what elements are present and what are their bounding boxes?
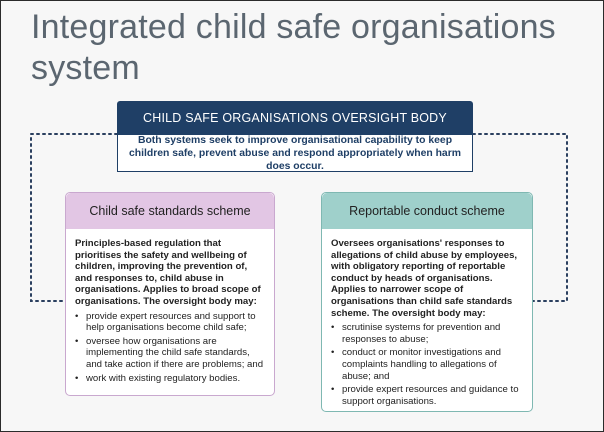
list-item: • oversee how organisations are implementing the child safe standards, and take action if there are problems; and (75, 336, 266, 371)
child-safe-standards-box (65, 192, 275, 396)
list-item: • provide expert resources and guidance to support organisations. (331, 384, 524, 407)
child-safe-standards-list (75, 311, 266, 385)
oversight-body-heading: CHILD SAFE ORGANISATIONS OVERSIGHT BODY (117, 101, 473, 134)
child-safe-standards-heading: Child safe standards scheme (66, 193, 274, 229)
child-safe-standards-text (66, 229, 274, 384)
reportable-conduct-box (321, 192, 533, 412)
reportable-conduct-intro: Oversees organisations' responses to allegations of child abuse by employees, with obligatory reporting of reportable conduct by heads of organisations. Applies to narrower scope of organisations than child safe standards scheme. The oversight body may: (331, 238, 518, 319)
reportable-conduct-text (322, 229, 532, 407)
list-item: • scrutinise systems for prevention and responses to abuse; (331, 322, 524, 345)
list-item: • provide expert resources and support to help organisations become child safe; (75, 311, 266, 334)
list-item: • work with existing regulatory bodies. (75, 373, 266, 385)
list-item: • conduct or monitor investigations and complaints handling to allegations of abuse; and (331, 347, 524, 382)
reportable-conduct-heading: Reportable conduct scheme (322, 193, 532, 229)
child-safe-standards-intro: Principles-based regulation that prioritises the safety and wellbeing of children, improving the prevention of, and responses to, child abuse in organisations. Applies to broad scope of organisations. The oversight body may: (75, 238, 261, 307)
reportable-conduct-list (331, 322, 524, 407)
oversight-body-description: Both systems seek to improve organisational capability to keep children safe, prevent abuse and respond appropriately when harm does occur. (117, 134, 473, 172)
slide-title: Integrated child safe organisations system (31, 8, 556, 87)
